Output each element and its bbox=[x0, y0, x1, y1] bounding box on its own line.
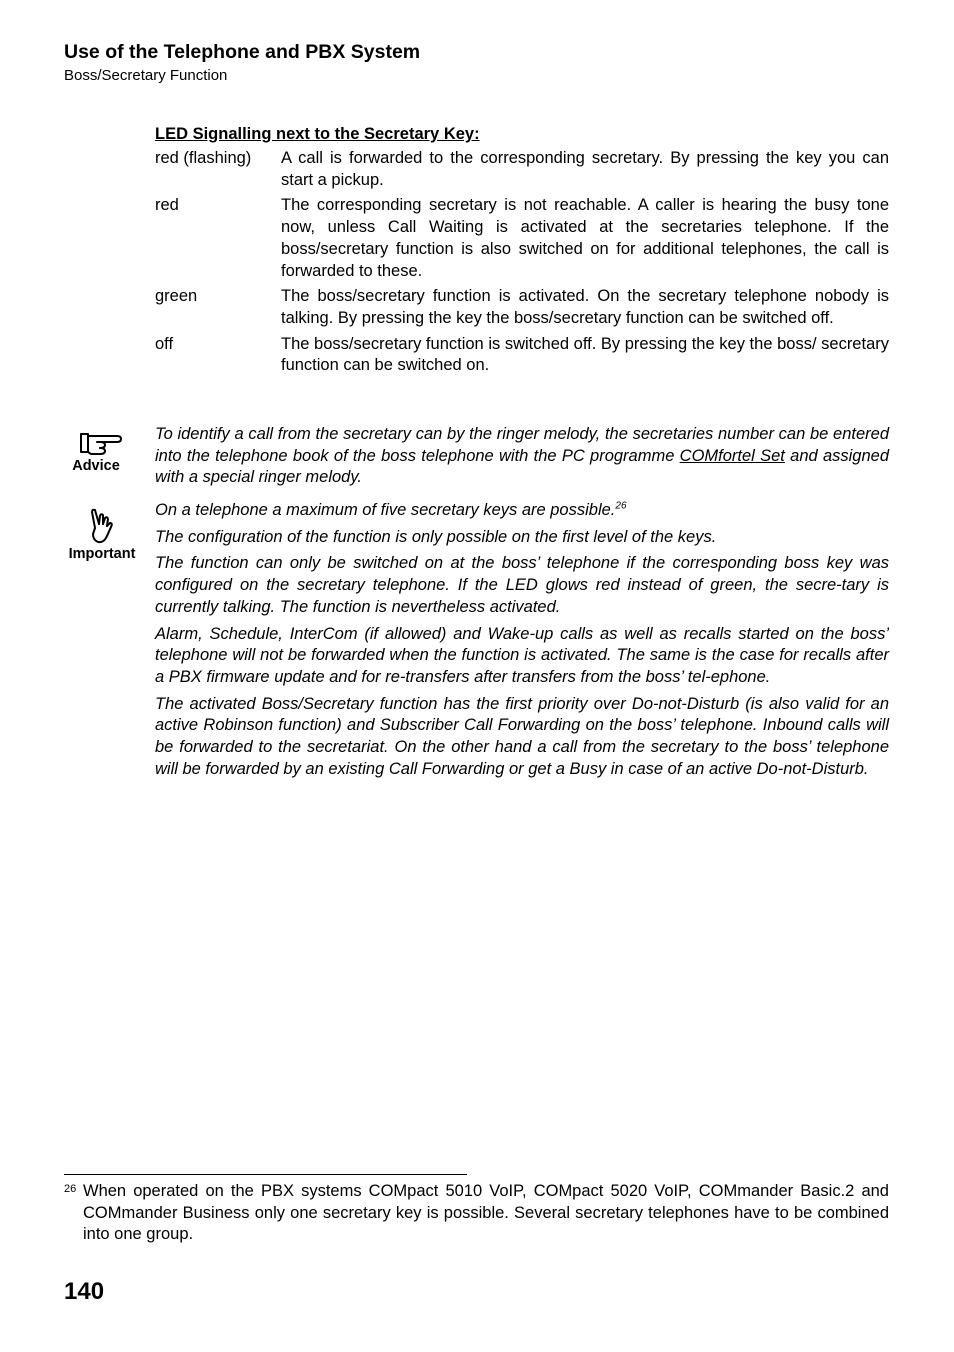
led-description: A call is forwarded to the corresponding secretary. By pressing the key you can start a pickup. bbox=[281, 149, 889, 189]
led-section-heading: LED Signalling next to the Secretary Key: bbox=[155, 125, 480, 143]
led-row bbox=[155, 195, 889, 282]
footnote-reference[interactable]: 26 bbox=[615, 500, 627, 512]
led-description: The boss/secretary function is switched off. By pressing the key the boss/ secretary function can be switched on. bbox=[281, 334, 889, 375]
led-row bbox=[155, 334, 889, 377]
important-label: Important bbox=[68, 546, 136, 562]
advice-paragraph bbox=[155, 424, 889, 489]
pointing-hand-icon bbox=[67, 428, 125, 458]
page-header-title: Use of the Telephone and PBX System bbox=[64, 41, 421, 63]
led-state: red (flashing) bbox=[155, 149, 252, 167]
important-paragraph: Alarm, Schedule, InterCom (if allowed) and Wake-up calls as well as recalls started on the boss’ telephone will not be forwarded when the function is activated. The same is the case for recalls after a PBX firmware update and for re-transfers after transfers from the boss’ tel-ephone. bbox=[155, 624, 889, 686]
important-paragraph: The configuration of the function is only possible on the first level of the keys. bbox=[155, 527, 717, 546]
led-state: off bbox=[155, 334, 174, 353]
important-text bbox=[155, 500, 889, 785]
led-row bbox=[155, 148, 889, 191]
footnote-divider bbox=[64, 1174, 467, 1175]
led-state: green bbox=[155, 287, 198, 306]
important-paragraph bbox=[155, 500, 889, 522]
footnote bbox=[64, 1181, 889, 1246]
led-signalling-table bbox=[155, 148, 889, 381]
comfortel-set-link[interactable]: COMfortel Set bbox=[679, 446, 785, 465]
advice-text-part: To identify a call from the secretary can by the ringer melody, the secretaries number can be entered into the telephone book of the boss telephone with the PC programme bbox=[155, 425, 889, 465]
important-text-part: On a telephone a maximum of five secretary keys are possible. bbox=[155, 501, 616, 519]
important-paragraph: The function can only be switched on at the boss’ telephone if the corresponding boss key was configured on the secretary telephone. If the LED glows red instead of green, the secre-tary is currently talking. The function is nevertheless activated. bbox=[155, 554, 889, 616]
important-paragraph: The activated Boss/Secretary function has the first priority over Do-not-Disturb (is also valid for an active Robinson function) and Subscriber Call Forwarding on the boss’ telephone. Inbound calls will be forwarded to the secretariat. On the other hand a call from the secretary to the boss’ telephone will be forwarded by an existing Call Forwarding or get a Busy in case of an active Do-not-Disturb. bbox=[155, 694, 889, 778]
advice-text-part: and assigned with a special ringer melody. bbox=[155, 446, 889, 487]
advice-text bbox=[155, 424, 889, 494]
footnote-text: When operated on the PBX systems COMpact 5010 VoIP, COMpact 5020 VoIP, COMmander Basic.2 and COMmander Business only one secretary key is possible. Several secretary telephones have to be combined into one group. bbox=[83, 1182, 889, 1244]
page-number: 140 bbox=[64, 1278, 105, 1305]
footnote-number: 26 bbox=[64, 1183, 77, 1195]
advice-label: Advice bbox=[72, 458, 120, 474]
raised-hand-icon bbox=[85, 506, 119, 546]
important-callout bbox=[62, 506, 142, 562]
page-header-subtitle: Boss/Secretary Function bbox=[64, 67, 228, 84]
led-state: red bbox=[155, 196, 179, 215]
advice-callout bbox=[64, 428, 128, 474]
led-description: The corresponding secretary is not reachable. A caller is hearing the busy tone now, unless Call Waiting is activated at the secretaries telephone. If the boss/secretary function is also switched on for additional telephones, the call is forwarded to these. bbox=[281, 196, 889, 280]
led-description: The boss/secretary function is activated. On the secretary telephone nobody is talking. By pressing the key the boss/secretary function can be switched off. bbox=[281, 287, 889, 327]
led-row bbox=[155, 286, 889, 329]
